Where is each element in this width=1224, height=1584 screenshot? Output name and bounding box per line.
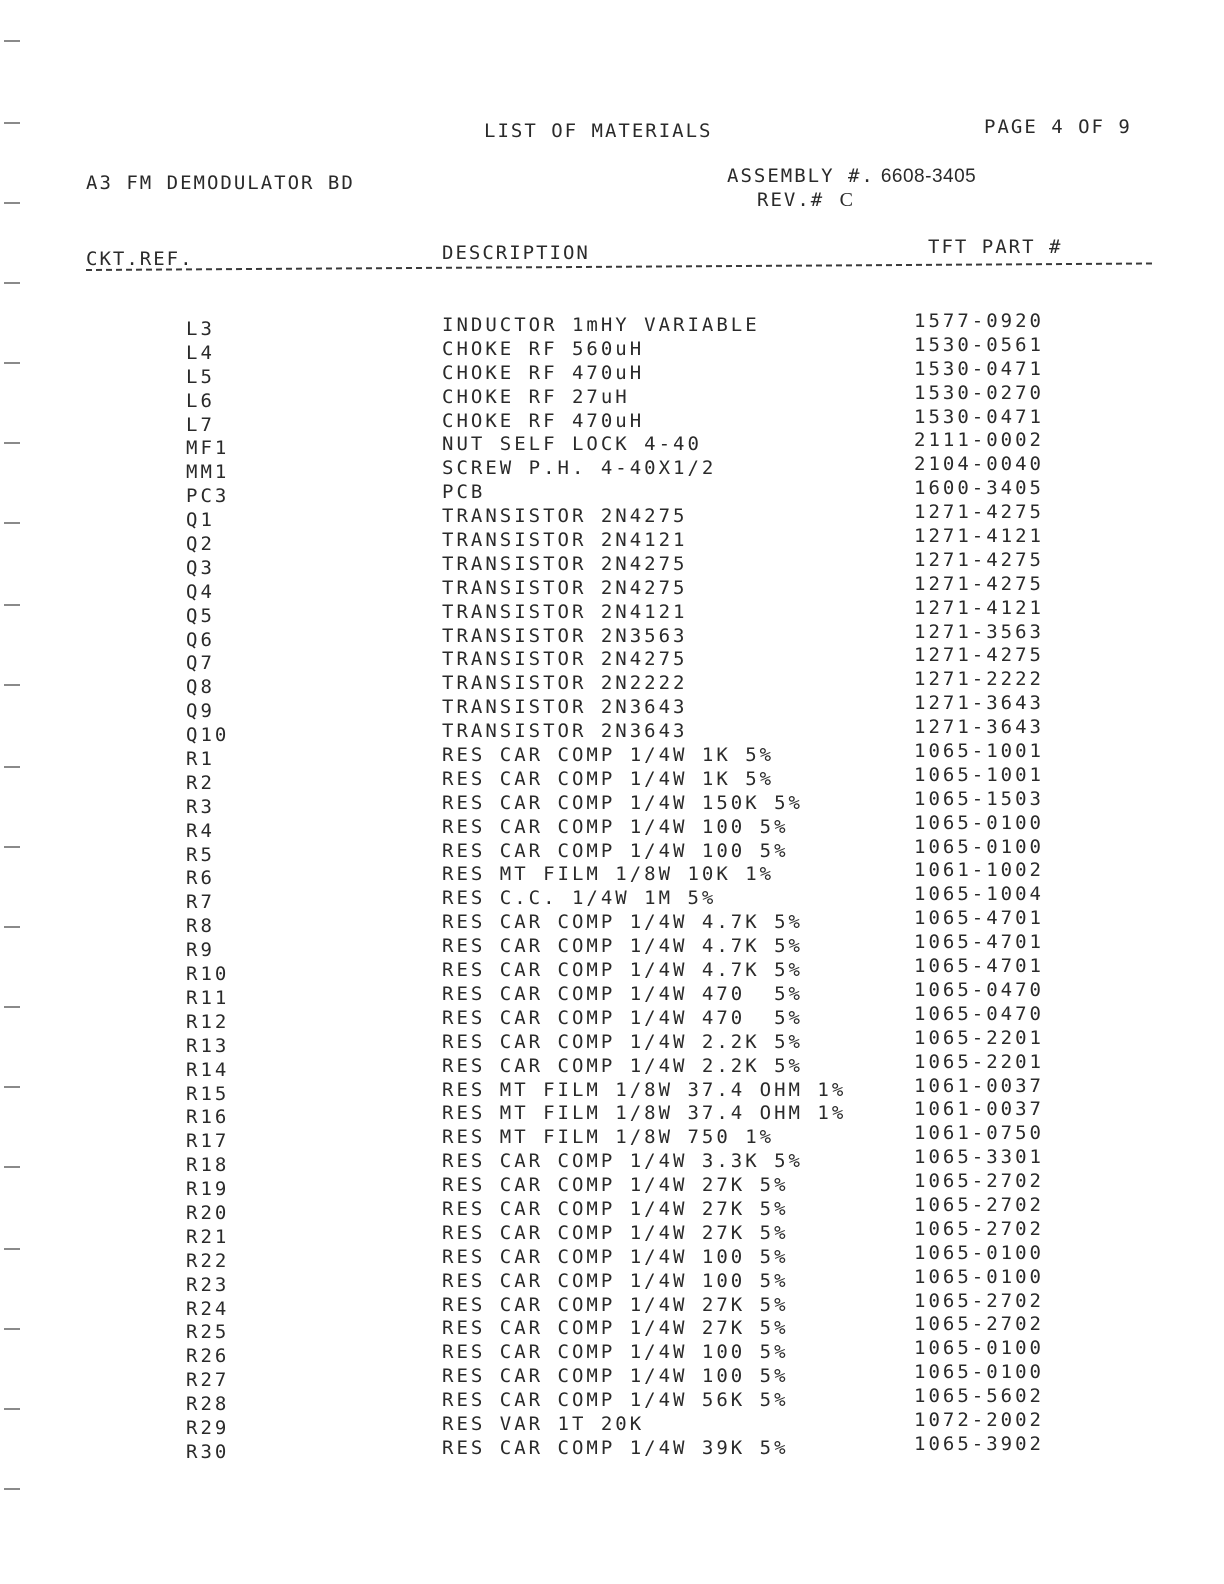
item-description: RES CAR COMP 1/4W 27K 5% bbox=[442, 1317, 789, 1340]
item-part-number: 1065-0100 bbox=[914, 811, 1044, 834]
item-ref: R4 bbox=[186, 819, 215, 842]
item-part-number: 1065-0100 bbox=[914, 1361, 1044, 1384]
list-item bbox=[0, 907, 1224, 938]
item-description: CHOKE RF 560uH bbox=[442, 337, 645, 360]
item-ref: PC3 bbox=[186, 485, 230, 508]
list-item bbox=[0, 1050, 1224, 1081]
item-description: RES CAR COMP 1/4W 3.3K 5% bbox=[442, 1150, 803, 1173]
item-description: RES CAR COMP 1/4W 100 5% bbox=[442, 839, 789, 862]
list-item bbox=[0, 333, 1224, 364]
list-item bbox=[0, 429, 1224, 460]
item-part-number: 1271-4121 bbox=[914, 596, 1044, 619]
item-ref: Q4 bbox=[186, 580, 215, 603]
item-description: RES CAR COMP 1/4W 1K 5% bbox=[442, 744, 775, 767]
list-item bbox=[0, 620, 1224, 651]
item-part-number: 1065-1004 bbox=[914, 883, 1044, 906]
item-description: TRANSISTOR 2N4121 bbox=[442, 529, 688, 552]
board-name: A3 FM DEMODULATOR BD bbox=[86, 172, 355, 194]
item-description: TRANSISTOR 2N3643 bbox=[442, 696, 688, 719]
item-description: RES CAR COMP 1/4W 27K 5% bbox=[442, 1174, 789, 1197]
item-ref: R17 bbox=[186, 1130, 230, 1153]
item-description: RES CAR COMP 1/4W 470 5% bbox=[442, 1006, 803, 1029]
item-description: RES CAR COMP 1/4W 2.2K 5% bbox=[442, 1030, 803, 1053]
item-ref: R16 bbox=[186, 1106, 230, 1129]
item-part-number: 1065-1503 bbox=[914, 787, 1044, 810]
item-part-number: 1271-4121 bbox=[914, 525, 1044, 548]
item-description: RES VAR 1T 20K bbox=[442, 1412, 645, 1435]
item-description: RES MT FILM 1/8W 750 1% bbox=[442, 1126, 775, 1149]
item-ref: MF1 bbox=[186, 437, 230, 460]
item-description: RES CAR COMP 1/4W 39K 5% bbox=[442, 1436, 789, 1459]
item-ref: Q3 bbox=[186, 556, 215, 579]
item-part-number: 1577-0920 bbox=[914, 310, 1044, 332]
list-item bbox=[0, 596, 1224, 627]
item-part-number: 1061-0750 bbox=[914, 1122, 1044, 1145]
item-part-number: 1065-2702 bbox=[914, 1313, 1044, 1336]
list-item bbox=[0, 763, 1224, 794]
item-ref: R24 bbox=[186, 1297, 230, 1320]
list-item bbox=[0, 740, 1224, 771]
item-part-number: 1530-0471 bbox=[914, 405, 1044, 428]
list-item bbox=[0, 1217, 1224, 1248]
item-description: RES CAR COMP 1/4W 100 5% bbox=[442, 1245, 789, 1268]
item-part-number: 1065-2702 bbox=[914, 1193, 1044, 1216]
list-item bbox=[0, 525, 1224, 556]
item-description: CHOKE RF 27uH bbox=[442, 385, 630, 408]
item-ref: R13 bbox=[186, 1034, 230, 1057]
item-ref: R22 bbox=[186, 1249, 230, 1272]
assembly-number: 6608-3405 bbox=[880, 166, 977, 187]
item-description: TRANSISTOR 2N3563 bbox=[442, 624, 688, 647]
item-description: RES CAR COMP 1/4W 27K 5% bbox=[442, 1197, 789, 1220]
item-part-number: 1600-3405 bbox=[914, 477, 1044, 500]
list-item bbox=[0, 1026, 1224, 1057]
header-divider bbox=[86, 262, 1152, 271]
item-part-number: 1065-0100 bbox=[914, 835, 1044, 858]
item-ref: R3 bbox=[186, 795, 215, 818]
item-part-number: 2104-0040 bbox=[914, 453, 1044, 476]
item-description: RES CAR COMP 1/4W 56K 5% bbox=[442, 1389, 789, 1412]
item-description: TRANSISTOR 2N4121 bbox=[442, 600, 688, 623]
item-part-number: 1065-2702 bbox=[914, 1289, 1044, 1312]
item-part-number: 1065-4701 bbox=[914, 931, 1044, 954]
list-item bbox=[0, 644, 1224, 675]
document-title: LIST OF MATERIALS bbox=[484, 120, 713, 142]
list-item bbox=[0, 572, 1224, 603]
list-item bbox=[0, 477, 1224, 508]
item-part-number: 1271-4275 bbox=[914, 572, 1044, 595]
item-part-number: 1271-3563 bbox=[914, 620, 1044, 643]
list-item bbox=[0, 1146, 1224, 1177]
item-description: TRANSISTOR 2N3643 bbox=[442, 720, 688, 743]
item-part-number: 2111-0002 bbox=[914, 429, 1044, 452]
list-item bbox=[0, 1408, 1224, 1439]
item-ref: R28 bbox=[186, 1393, 230, 1416]
item-part-number: 1271-3643 bbox=[914, 716, 1044, 739]
list-item bbox=[0, 978, 1224, 1009]
item-description: TRANSISTOR 2N4275 bbox=[442, 505, 688, 528]
item-description: RES CAR COMP 1/4W 4.7K 5% bbox=[442, 935, 803, 958]
revision-label: REV.# bbox=[757, 189, 825, 211]
list-item bbox=[0, 835, 1224, 866]
item-ref: R21 bbox=[186, 1225, 230, 1248]
item-ref: R29 bbox=[186, 1416, 230, 1439]
item-ref: R1 bbox=[186, 748, 215, 771]
item-part-number: 1530-0471 bbox=[914, 357, 1044, 380]
list-item bbox=[0, 310, 1224, 340]
item-description: RES MT FILM 1/8W 37.4 OHM 1% bbox=[442, 1102, 847, 1125]
item-description: PCB bbox=[442, 481, 486, 504]
item-part-number: 1271-4275 bbox=[914, 548, 1044, 571]
item-description: INDUCTOR 1mHY VARIABLE bbox=[442, 314, 760, 336]
item-part-number: 1530-0561 bbox=[914, 333, 1044, 356]
item-part-number: 1065-3301 bbox=[914, 1146, 1044, 1169]
item-description: RES CAR COMP 1/4W 4.7K 5% bbox=[442, 959, 803, 982]
page-number: PAGE 4 OF 9 bbox=[984, 116, 1132, 138]
item-ref: R2 bbox=[186, 771, 215, 794]
list-item bbox=[0, 931, 1224, 962]
column-header-part: TFT PART # bbox=[928, 236, 1063, 258]
list-item bbox=[0, 1432, 1224, 1463]
item-part-number: 1065-2702 bbox=[914, 1170, 1044, 1193]
item-part-number: 1065-0470 bbox=[914, 978, 1044, 1001]
revision-line bbox=[757, 189, 855, 212]
item-ref: Q8 bbox=[186, 676, 215, 699]
item-part-number: 1065-0100 bbox=[914, 1337, 1044, 1360]
item-part-number: 1530-0270 bbox=[914, 381, 1044, 404]
item-ref: Q1 bbox=[186, 509, 215, 532]
item-description: RES CAR COMP 1/4W 1K 5% bbox=[442, 767, 775, 790]
item-description: NUT SELF LOCK 4-40 bbox=[442, 433, 702, 456]
assembly-label: ASSEMBLY #. bbox=[727, 165, 875, 187]
list-item bbox=[0, 1361, 1224, 1392]
item-ref: R30 bbox=[186, 1440, 230, 1463]
item-ref: Q5 bbox=[186, 604, 215, 627]
item-ref: R15 bbox=[186, 1082, 230, 1105]
list-item bbox=[0, 453, 1224, 484]
item-part-number: 1065-0100 bbox=[914, 1265, 1044, 1288]
item-description: CHOKE RF 470uH bbox=[442, 361, 645, 384]
item-part-number: 1061-1002 bbox=[914, 859, 1044, 882]
item-description: RES C.C. 1/4W 1M 5% bbox=[442, 887, 717, 910]
item-part-number: 1271-4275 bbox=[914, 644, 1044, 667]
item-description: TRANSISTOR 2N4275 bbox=[442, 576, 688, 599]
item-ref: MM1 bbox=[186, 461, 230, 484]
item-description: RES CAR COMP 1/4W 100 5% bbox=[442, 1365, 789, 1388]
list-item bbox=[0, 1385, 1224, 1416]
item-ref: R12 bbox=[186, 1010, 230, 1033]
list-item bbox=[0, 1337, 1224, 1368]
list-item bbox=[0, 787, 1224, 818]
item-ref: R23 bbox=[186, 1273, 230, 1296]
item-ref: R11 bbox=[186, 986, 230, 1009]
item-description: RES CAR COMP 1/4W 27K 5% bbox=[442, 1293, 789, 1316]
item-part-number: 1271-2222 bbox=[914, 668, 1044, 691]
list-item bbox=[0, 1098, 1224, 1129]
item-part-number: 1065-3902 bbox=[914, 1432, 1044, 1455]
item-part-number: 1065-4701 bbox=[914, 955, 1044, 978]
column-header-ref: CKT.REF. bbox=[86, 248, 194, 270]
list-item bbox=[0, 405, 1224, 436]
list-item bbox=[0, 1122, 1224, 1153]
item-part-number: 1065-0470 bbox=[914, 1002, 1044, 1025]
list-item bbox=[0, 692, 1224, 723]
item-ref: Q7 bbox=[186, 652, 215, 675]
item-description: RES CAR COMP 1/4W 100 5% bbox=[442, 1269, 789, 1292]
item-ref: L6 bbox=[186, 389, 215, 412]
item-ref: Q9 bbox=[186, 700, 215, 723]
item-ref: R19 bbox=[186, 1178, 230, 1201]
item-description: RES CAR COMP 1/4W 100 5% bbox=[442, 1341, 789, 1364]
item-description: CHOKE RF 470uH bbox=[442, 409, 645, 432]
item-ref: L3 bbox=[186, 318, 215, 340]
list-item bbox=[0, 1193, 1224, 1224]
item-description: RES CAR COMP 1/4W 100 5% bbox=[442, 815, 789, 838]
list-item bbox=[0, 883, 1224, 914]
item-part-number: 1065-1001 bbox=[914, 763, 1044, 786]
item-description: RES MT FILM 1/8W 10K 1% bbox=[442, 863, 775, 886]
item-part-number: 1065-2702 bbox=[914, 1217, 1044, 1240]
item-ref: R27 bbox=[186, 1369, 230, 1392]
item-ref: R7 bbox=[186, 891, 215, 914]
item-part-number: 1271-3643 bbox=[914, 692, 1044, 715]
list-item bbox=[0, 1241, 1224, 1272]
list-item bbox=[0, 668, 1224, 699]
item-ref: R18 bbox=[186, 1154, 230, 1177]
materials-list bbox=[0, 310, 1224, 1463]
list-item bbox=[0, 1074, 1224, 1105]
item-part-number: 1061-0037 bbox=[914, 1098, 1044, 1121]
assembly-line bbox=[727, 165, 976, 188]
revision-value: C bbox=[839, 189, 855, 211]
list-item bbox=[0, 1265, 1224, 1296]
list-item bbox=[0, 1002, 1224, 1033]
item-ref: Q2 bbox=[186, 533, 215, 556]
item-ref: R5 bbox=[186, 843, 215, 866]
item-description: RES CAR COMP 1/4W 150K 5% bbox=[442, 791, 803, 814]
item-description: RES CAR COMP 1/4W 27K 5% bbox=[442, 1221, 789, 1244]
item-description: RES MT FILM 1/8W 37.4 OHM 1% bbox=[442, 1078, 847, 1101]
item-part-number: 1065-2201 bbox=[914, 1050, 1044, 1073]
item-ref: R26 bbox=[186, 1345, 230, 1368]
item-ref: R9 bbox=[186, 939, 215, 962]
item-part-number: 1065-2201 bbox=[914, 1026, 1044, 1049]
item-ref: R10 bbox=[186, 963, 230, 986]
list-item bbox=[0, 548, 1224, 579]
item-ref: Q6 bbox=[186, 628, 215, 651]
list-item bbox=[0, 955, 1224, 986]
item-ref: R6 bbox=[186, 867, 215, 890]
item-description: TRANSISTOR 2N2222 bbox=[442, 672, 688, 695]
item-ref: L5 bbox=[186, 365, 215, 388]
list-item bbox=[0, 357, 1224, 388]
item-ref: R25 bbox=[186, 1321, 230, 1344]
item-ref: L7 bbox=[186, 413, 215, 436]
list-item bbox=[0, 716, 1224, 747]
item-part-number: 1065-5602 bbox=[914, 1385, 1044, 1408]
list-item bbox=[0, 811, 1224, 842]
item-description: RES CAR COMP 1/4W 4.7K 5% bbox=[442, 911, 803, 934]
item-part-number: 1065-4701 bbox=[914, 907, 1044, 930]
item-part-number: 1271-4275 bbox=[914, 501, 1044, 524]
list-item bbox=[0, 859, 1224, 890]
item-ref: R20 bbox=[186, 1201, 230, 1224]
list-item bbox=[0, 1313, 1224, 1344]
item-part-number: 1065-0100 bbox=[914, 1241, 1044, 1264]
item-ref: Q10 bbox=[186, 724, 230, 747]
item-part-number: 1065-1001 bbox=[914, 740, 1044, 763]
item-ref: R8 bbox=[186, 915, 215, 938]
list-item bbox=[0, 501, 1224, 532]
item-ref: L4 bbox=[186, 341, 215, 364]
list-item bbox=[0, 381, 1224, 412]
item-description: SCREW P.H. 4-40X1/2 bbox=[442, 457, 717, 480]
item-part-number: 1072-2002 bbox=[914, 1408, 1044, 1431]
item-part-number: 1061-0037 bbox=[914, 1074, 1044, 1097]
item-description: TRANSISTOR 2N4275 bbox=[442, 648, 688, 671]
item-description: RES CAR COMP 1/4W 470 5% bbox=[442, 982, 803, 1005]
item-ref: R14 bbox=[186, 1058, 230, 1081]
list-item bbox=[0, 1289, 1224, 1320]
item-description: TRANSISTOR 2N4275 bbox=[442, 552, 688, 575]
column-header-description: DESCRIPTION bbox=[442, 242, 590, 264]
item-description: RES CAR COMP 1/4W 2.2K 5% bbox=[442, 1054, 803, 1077]
list-item bbox=[0, 1170, 1224, 1201]
